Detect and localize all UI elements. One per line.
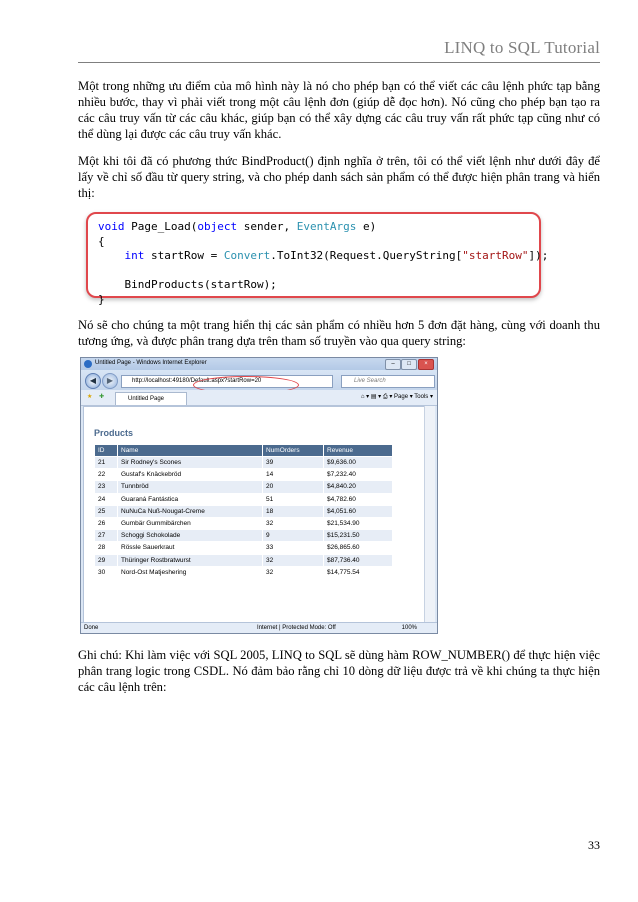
code-string: "startRow" — [462, 249, 529, 262]
table-cell: 20 — [263, 481, 324, 493]
code-text: .ToInt32(Request.QueryString[ — [270, 249, 463, 262]
table-cell: $4,782.60 — [324, 493, 393, 505]
table-cell: Schoggi Schokolade — [118, 530, 263, 542]
code-keyword: void — [98, 220, 125, 233]
table-cell: Nord-Ost Matjeshering — [118, 566, 263, 578]
table-row — [95, 542, 393, 554]
table-row — [95, 530, 393, 542]
paragraph-result: Nó sẽ cho chúng ta một trang hiển thị các sản phẩm có nhiều hơn 5 đơn đặt hàng, cùng với doanh thu tương ứng, và được phân trang dựa trên tham số truyền vào qua query string: — [78, 318, 600, 348]
column-header: Revenue — [324, 445, 393, 457]
table-cell: 9 — [263, 530, 324, 542]
tab-label: Untitled Page — [128, 396, 165, 402]
table-cell: Gustaf's Knäckebröd — [118, 469, 263, 481]
paragraph-bindproduct: Một khi tôi đã có phương thức BindProduct() định nghĩa ở trên, tôi có thể viết lệnh như dưới đây để lấy về chỉ số đầu từ query string, và cho phép danh sách sản phẩm có thể được hiện phân trang và hiển thị: — [78, 154, 600, 200]
table-cell: 26 — [95, 517, 118, 529]
code-keyword: int — [98, 249, 145, 262]
status-text: Done — [84, 625, 99, 631]
tab-untitled-page[interactable] — [115, 392, 187, 405]
table-row — [95, 566, 393, 578]
url-text: http://localhost:49180/Default.aspx?startRow=20 — [132, 378, 262, 384]
table-cell: Rössle Sauerkraut — [118, 542, 263, 554]
table-cell: $21,534.90 — [324, 517, 393, 529]
browser-screenshot — [80, 357, 438, 634]
header-rule — [78, 62, 600, 63]
tab-bar — [81, 390, 437, 406]
search-placeholder: Live Search — [354, 378, 386, 384]
code-text: e) — [356, 220, 377, 233]
maximize-icon[interactable]: □ — [401, 359, 417, 370]
products-heading: Products — [94, 428, 134, 438]
code-text: { — [98, 234, 105, 248]
feeds-icon[interactable]: ▤ ▾ — [370, 394, 382, 400]
table-cell: 22 — [95, 469, 118, 481]
status-bar — [81, 622, 437, 633]
table-row — [95, 554, 393, 566]
table-cell: 33 — [263, 542, 324, 554]
table-row — [95, 469, 393, 481]
table-row — [95, 457, 393, 469]
table-cell: Thüringer Rostbratwurst — [118, 554, 263, 566]
table-cell: 30 — [95, 566, 118, 578]
column-header: ID — [95, 445, 118, 457]
minimize-icon[interactable]: – — [385, 359, 401, 370]
command-bar: ⌂ ▾ ▤ ▾ ⎙ ▾ Page ▾ Tools ▾ — [360, 394, 433, 400]
add-favorite-icon[interactable]: ✚ — [99, 394, 105, 400]
table-cell: 32 — [263, 517, 324, 529]
search-input[interactable] — [341, 375, 435, 388]
page-content — [83, 406, 425, 624]
print-icon[interactable]: ⎙ ▾ — [382, 394, 393, 400]
table-cell: 23 — [95, 481, 118, 493]
table-cell: $26,865.60 — [324, 542, 393, 554]
table-cell: 39 — [263, 457, 324, 469]
table-cell: Tunnbröd — [118, 481, 263, 493]
back-button[interactable]: ◀ — [85, 373, 101, 389]
table-cell: 14 — [263, 469, 324, 481]
table-header-row — [95, 445, 393, 457]
favorites-star-icon[interactable]: ★ — [87, 394, 93, 400]
table-cell: $4,840.20 — [324, 481, 393, 493]
window-title: Untitled Page - Windows Internet Explorer — [95, 360, 207, 366]
table-cell: 27 — [95, 530, 118, 542]
tools-menu[interactable]: Tools — [414, 394, 429, 400]
table-cell: 51 — [263, 493, 324, 505]
close-icon[interactable]: × — [418, 359, 434, 370]
table-cell: $87,736.40 — [324, 554, 393, 566]
paragraph-intro: Một trong những ưu điểm của mô hình này là nó cho phép bạn có thể viết các câu lệnh phức tạp bằng nhiều bước, thay vì phải viết trong một câu lệnh đơn (giúp dễ đọc hơn). Nó cũng cho phép bạn tạo ra các câu truy vấn từ các câu khác, giúp bạn có thể xây dựng các câu truy vấn rất phức tạp cũng như có thể dùng lại được các câu truy vấn khác. — [78, 79, 600, 141]
code-text: Page_Load( — [124, 220, 198, 233]
products-table — [94, 444, 393, 579]
security-zone: Internet | Protected Mode: Off — [257, 625, 336, 631]
browser-titlebar — [81, 358, 437, 370]
table-cell: $14,775.54 — [324, 566, 393, 578]
table-cell: Sir Rodney's Scones — [118, 457, 263, 469]
table-cell: 18 — [263, 505, 324, 517]
code-keyword: object — [197, 220, 238, 233]
table-cell: Guaraná Fantástica — [118, 493, 263, 505]
page-menu[interactable]: Page — [394, 394, 409, 400]
code-text: ]); — [528, 249, 549, 262]
table-row — [95, 481, 393, 493]
code-text: sender, — [237, 220, 297, 233]
home-icon[interactable]: ⌂ ▾ — [360, 394, 370, 400]
table-cell: 29 — [95, 554, 118, 566]
column-header: NumOrders — [263, 445, 324, 457]
table-row — [95, 493, 393, 505]
zoom-level[interactable]: 100% — [401, 625, 417, 631]
code-text: } — [98, 292, 105, 306]
table-cell: 21 — [95, 457, 118, 469]
table-cell: 32 — [263, 554, 324, 566]
vertical-scrollbar[interactable] — [424, 406, 435, 622]
code-text: BindProducts(startRow); — [98, 278, 277, 291]
table-row — [95, 517, 393, 529]
products-table-body — [95, 457, 393, 579]
paragraph-note: Ghi chú: Khi làm việc với SQL 2005, LINQ to SQL sẽ dùng hàm ROW_NUMBER() để thực hiện việc phân trang logic trong CSDL. Nó đảm bảo rằng chỉ 10 dòng dữ liệu được trả về khi chúng ta thực hiện các câu lệnh trên: — [78, 648, 600, 694]
table-cell: 25 — [95, 505, 118, 517]
table-cell: Gumbär Gummibärchen — [118, 517, 263, 529]
code-block — [86, 212, 549, 306]
ie-logo-icon — [84, 360, 92, 368]
code-type: Convert — [223, 249, 271, 262]
document-title: LINQ to SQL Tutorial — [444, 38, 600, 57]
table-cell: $4,051.60 — [324, 505, 393, 517]
table-cell: $7,232.40 — [324, 469, 393, 481]
table-cell: $9,636.00 — [324, 457, 393, 469]
table-cell: 32 — [263, 566, 324, 578]
code-type: EventArgs — [296, 220, 357, 233]
table-cell: NuNuCa Nuß-Nougat-Creme — [118, 505, 263, 517]
forward-button[interactable]: ▶ — [102, 373, 118, 389]
table-cell: 24 — [95, 493, 118, 505]
code-text: startRow = — [144, 249, 224, 262]
table-cell: $15,231.50 — [324, 530, 393, 542]
table-cell: 28 — [95, 542, 118, 554]
table-row — [95, 505, 393, 517]
page-number: 33 — [588, 838, 600, 852]
column-header: Name — [118, 445, 263, 457]
